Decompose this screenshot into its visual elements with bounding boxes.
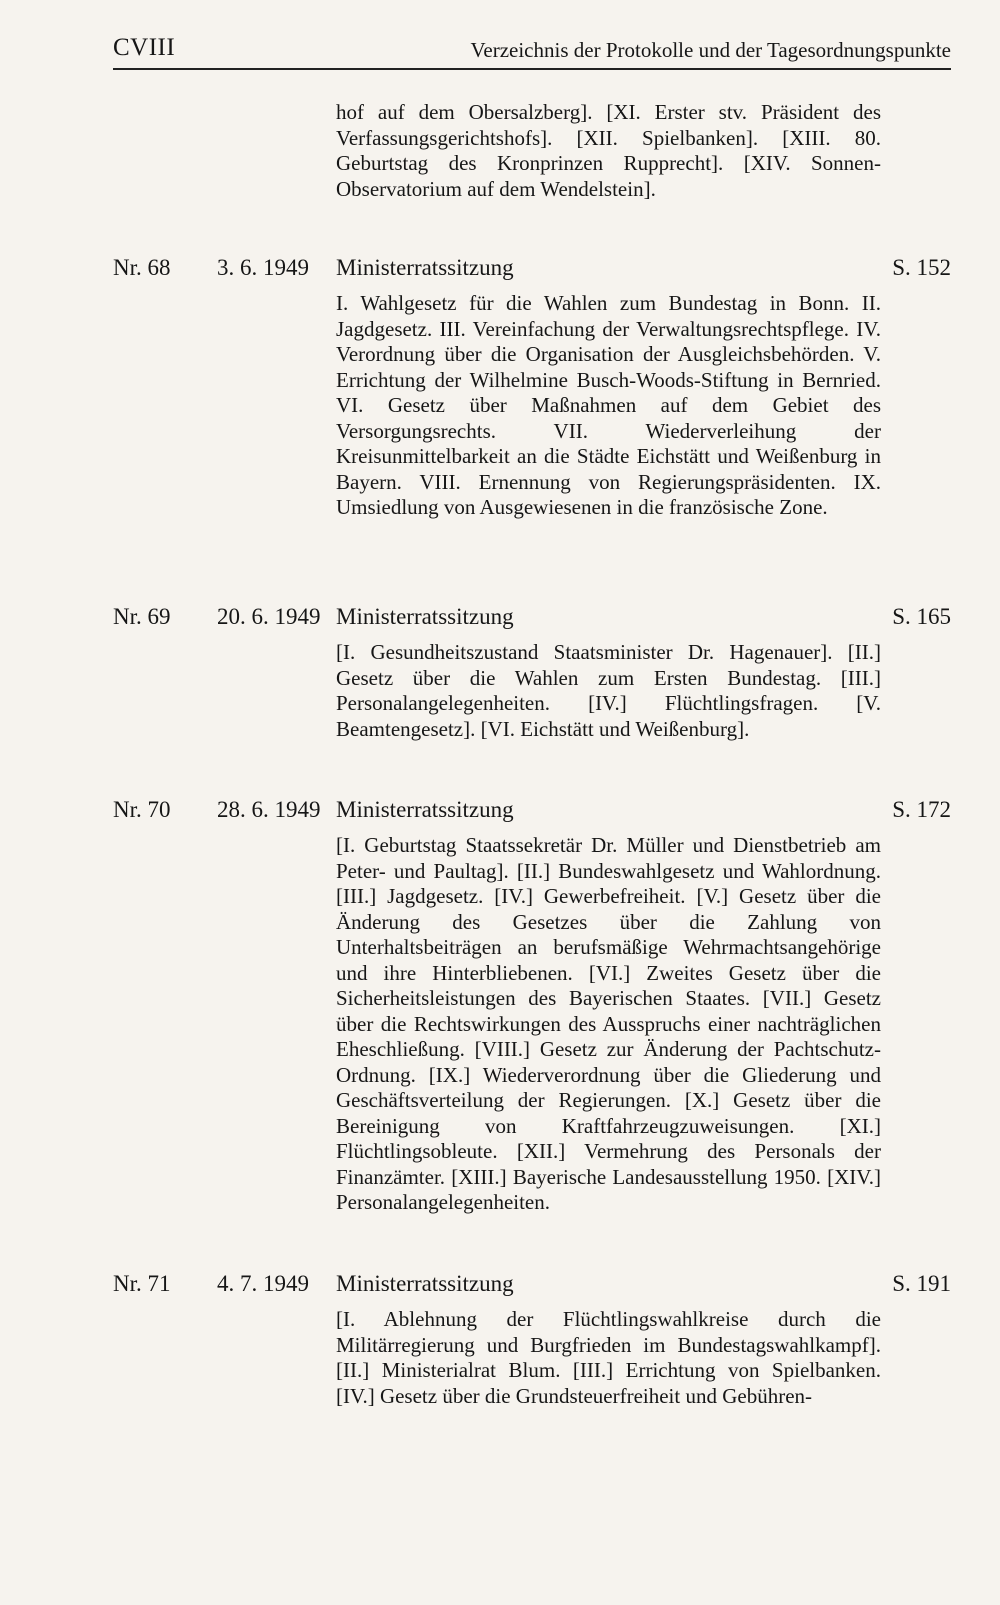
entry-number: Nr. 69 <box>113 604 171 629</box>
protocol-entry <box>113 604 951 742</box>
protocol-entry <box>113 255 951 521</box>
entry-title: Ministerratssitzung <box>336 797 514 822</box>
entry-heading <box>113 797 951 829</box>
entry-number: Nr. 68 <box>113 255 171 280</box>
running-title: Verzeichnis der Protokolle und der Tagesordnungspunkte <box>470 38 951 62</box>
entry-date: 28. 6. 1949 <box>217 797 321 822</box>
entry-number: Nr. 71 <box>113 1271 171 1296</box>
continued-entry-text: hof auf dem Obersalzberg]. [XI. Erster stv. Präsident des Verfassungsgerichtshofs]. [XII. Spielbanken]. [XIII. 80. Geburtstag des Kronprinzen Rupprecht]. [XIV. Sonnen-Observatorium auf dem Wendelstein]. <box>336 100 881 201</box>
entry-date: 4. 7. 1949 <box>217 1271 309 1296</box>
entry-page-ref: S. 165 <box>892 604 951 629</box>
entry-heading <box>113 255 951 287</box>
entry-title: Ministerratssitzung <box>336 1271 514 1296</box>
entry-number: Nr. 70 <box>113 797 171 822</box>
entry-page-ref: S. 191 <box>892 1271 951 1296</box>
entry-agenda: I. Wahlgesetz für die Wahlen zum Bundestag in Bonn. II. Jagdgesetz. III. Vereinfachung der Verwaltungsrechtspflege. IV. Verordnung über die Organisation der Ausgleichsbehörden. V. Errichtung der Wilhelmine Busch-Woods-Stiftung in Bernried. VI. Gesetz über Maßnahmen auf dem Gebiet des Versorgungsrechts. VII. Wiederverleihung der Kreisunmittelbarkeit an die Städte Eichstätt und Weißenburg in Bayern. VIII. Ernennung von Regierungspräsidenten. IX. Umsiedlung von Ausgewiesenen in die französische Zone. <box>336 291 881 519</box>
entry-date: 3. 6. 1949 <box>217 255 309 280</box>
entry-agenda: [I. Gesundheitszustand Staatsminister Dr. Hagenauer]. [II.] Gesetz über die Wahlen zum Ersten Bundestag. [III.] Personalangelegenheiten. [IV.] Flüchtlingsfragen. [V. Beamtengesetz]. [VI. Eichstätt und Weißenburg]. <box>336 640 881 741</box>
entry-heading <box>113 1271 951 1303</box>
entry-date: 20. 6. 1949 <box>217 604 321 629</box>
running-header <box>113 34 951 70</box>
entry-agenda: [I. Geburtstag Staatssekretär Dr. Müller und Dienstbetrieb am Peter- und Paultag]. [II.] Bundeswahlgesetz und Wahlordnung. [III.] Jagdgesetz. [IV.] Gewerbefreiheit. [V.] Gesetz über die Änderung des Gesetzes über die Zahlung von Unterhaltsbeiträgen an berufsmäßige Wehrmachtsangehörige und ihre Hinterbliebenen. [VI.] Zweites Gesetz über die Sicherheitsleistungen des Bayerischen Staates. [VII.] Gesetz über die Rechtswirkungen des Ausspruchs einer nachträglichen Eheschließung. [VIII.] Gesetz zur Änderung der Pachtschutz-Ordnung. [IX.] Wiederverordnung über die Gliederung und Geschäftsverteilung der Regierungen. [X.] Gesetz über die Bereinigung von Kraftfahrzeugzuweisungen. [XI.] Flüchtlingsobleute. [XII.] Vermehrung des Personals der Finanzämter. [XIII.] Bayerische Landesausstellung 1950. [XIV.] Personalangelegenheiten. <box>336 833 881 1214</box>
entry-page-ref: S. 152 <box>892 255 951 280</box>
entry-heading <box>113 604 951 636</box>
entry-title: Ministerratssitzung <box>336 255 514 280</box>
entry-agenda: [I. Ablehnung der Flüchtlingswahlkreise durch die Militärregierung und Burgfrieden im Bundestagswahlkampf]. [II.] Ministerialrat Blum. [III.] Errichtung von Spielbanken. [IV.] Gesetz über die Grundsteuerfreiheit und Gebühren- <box>336 1307 881 1408</box>
entry-title: Ministerratssitzung <box>336 604 514 629</box>
page-number: CVIII <box>113 34 176 61</box>
entry-page-ref: S. 172 <box>892 797 951 822</box>
protocol-entry <box>113 797 951 1216</box>
protocol-entry <box>113 1271 951 1409</box>
